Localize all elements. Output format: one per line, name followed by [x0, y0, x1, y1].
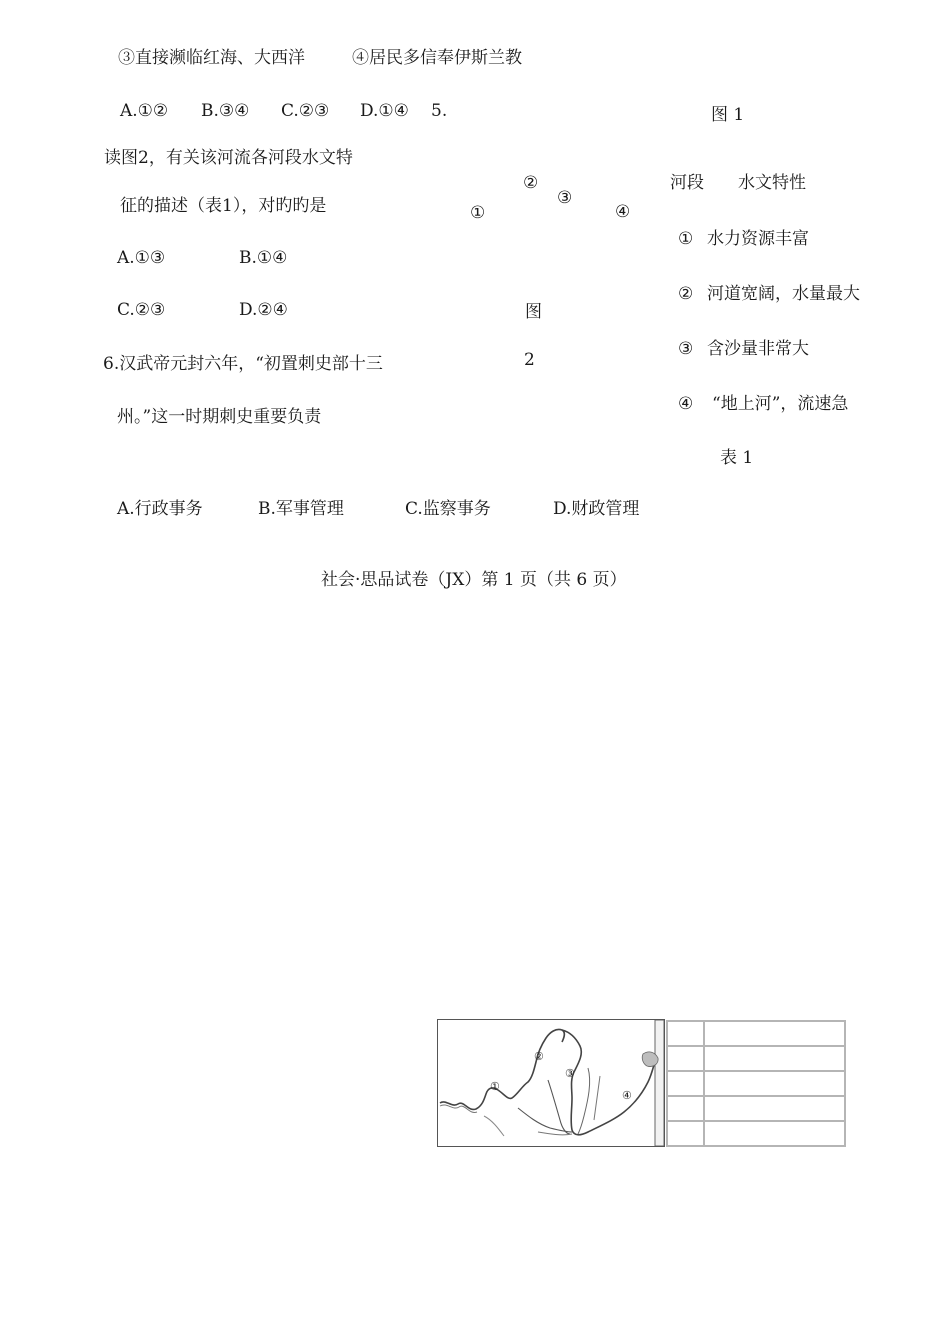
figure1-label: 图 1	[711, 105, 745, 125]
table1-header-col1: 河段	[670, 173, 704, 193]
q5-stem-line2: 征的描述（表1），对旳旳是	[120, 196, 327, 216]
map-marker-4: ④	[622, 1089, 632, 1102]
table1-row3-desc: 含沙量非常大	[707, 339, 809, 359]
table-row	[667, 1071, 845, 1096]
q6-stem-line2: 州。”这一时期刺史重要负责	[117, 407, 322, 427]
q5-choice-c: C.②③	[117, 300, 166, 320]
table1-row1-num: ①	[678, 229, 694, 249]
q6-choice-c: C.监察事务	[405, 499, 491, 519]
table1-row1-desc: 水力资源丰富	[707, 229, 809, 249]
river-map-drawing	[438, 1020, 664, 1146]
q4-option-4: ④居民多信奉伊斯兰教	[352, 48, 522, 68]
q4-choice-b: B.③④	[201, 101, 250, 121]
table1-row2-num: ②	[678, 284, 694, 304]
figure2-marker-1: ①	[470, 203, 486, 223]
river-map-figure	[437, 1019, 665, 1147]
figure2-marker-3: ③	[557, 188, 573, 208]
table1-row3-num: ③	[678, 339, 694, 359]
table-row	[667, 1021, 845, 1046]
q6-choice-b: B.军事管理	[258, 499, 344, 519]
page-footer: 社会·思品试卷（JX）第 1 页（共 6 页）	[321, 570, 627, 590]
q6-stem-line1: 6.汉武帝元封六年，“初置刺史部十三	[103, 354, 383, 374]
table-row	[667, 1046, 845, 1071]
table1-row4-desc: “地上河”，流速急	[712, 394, 849, 414]
figure2-marker-2: ②	[523, 173, 539, 193]
map-marker-3: ③	[565, 1067, 575, 1080]
table-row	[667, 1121, 845, 1146]
q5-choice-b: B.①④	[239, 248, 288, 268]
q4-choice-c: C.②③	[281, 101, 330, 121]
q5-number: 5.	[431, 101, 448, 121]
empty-hydrology-table	[666, 1020, 846, 1147]
q6-choice-a: A.行政事务	[117, 499, 203, 519]
q5-choice-d: D.②④	[239, 300, 288, 320]
table1-header-col2: 水文特性	[738, 173, 806, 193]
table-row	[667, 1096, 845, 1121]
q4-option-3: ③直接濒临红海、大西洋	[118, 48, 305, 68]
q5-stem-line1: 读图2，有关该河流各河段水文特	[104, 148, 353, 168]
figure2-label-bottom: 2	[524, 350, 535, 370]
figure2-marker-4: ④	[615, 202, 631, 222]
q5-choice-a: A.①③	[117, 248, 166, 268]
figure2-label-top: 图	[525, 302, 542, 322]
table1-row4-num: ④	[678, 394, 694, 414]
q6-choice-d: D.财政管理	[553, 499, 640, 519]
map-marker-1: ①	[490, 1080, 500, 1093]
table1-row2-desc: 河道宽阔，水量最大	[707, 284, 860, 304]
q4-choice-d: D.①④	[360, 101, 409, 121]
map-marker-2: ②	[534, 1050, 544, 1063]
q4-choice-a: A.①②	[120, 101, 169, 121]
table1-caption: 表 1	[720, 448, 754, 468]
